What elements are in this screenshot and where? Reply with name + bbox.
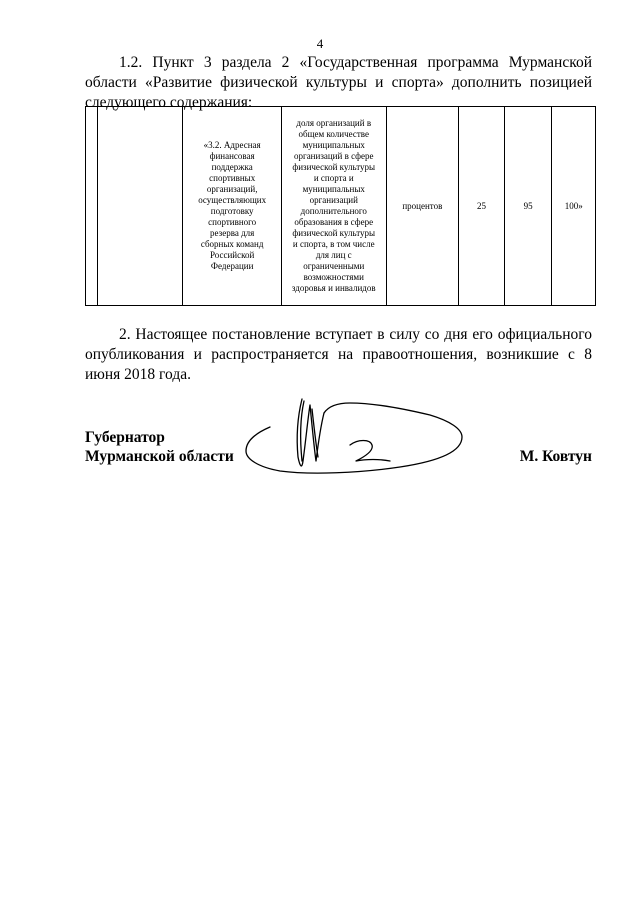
table-cell-unit: процентов	[386, 107, 459, 306]
governor-name: М. Ковтун	[519, 448, 592, 465]
table-cell-measure	[183, 107, 281, 306]
measure-line: осуществляющих	[198, 195, 267, 205]
indicator-line: доля организаций в	[296, 118, 372, 128]
indicator-line: и спорта и	[313, 173, 354, 183]
governor-title-line: Губернатор	[85, 429, 165, 446]
indicator-line: образования в сфере	[294, 217, 374, 227]
paragraph-line: области «Развитие физической культуры и спорта» дополнить позицией	[85, 74, 592, 91]
measure-line: подготовку	[210, 206, 254, 216]
governor-title	[85, 428, 234, 466]
measure-line: Федерации	[210, 261, 254, 271]
table-cell-empty	[98, 107, 183, 306]
indicator-line: муниципальных	[302, 184, 365, 194]
table-cell-number	[86, 107, 98, 306]
indicator-line: организаций	[309, 195, 358, 205]
paragraph-effective-date	[85, 325, 592, 385]
measure-line: сборных команд	[200, 239, 264, 249]
paragraph-line: опубликования и распространяется на правоотношения, возникшие с	[85, 346, 575, 363]
paragraph-line: следующего содержания:	[85, 94, 253, 111]
indicator-line: физической культуры	[292, 162, 376, 172]
measure-line: организаций,	[206, 184, 258, 194]
governor-title-line: Мурманской области	[85, 448, 234, 465]
paragraph-line: 1.2. Пункт 3 раздела 2 «Государственная программа Мурманской	[119, 54, 592, 71]
measure-line: «3.2. Адресная	[203, 140, 261, 150]
table-cell-value-3: 100»	[552, 107, 596, 306]
indicator-line: физической культуры	[292, 228, 376, 238]
indicator-line: и спорта, в том числе	[292, 239, 375, 249]
paragraph-line: 2. Настоящее постановление вступает в силу со дня его официального	[119, 326, 592, 343]
table-cell-value-2: 95	[504, 107, 552, 306]
measure-line: поддержка	[211, 162, 253, 172]
measure-line: резерва для	[210, 228, 255, 238]
handwritten-signature	[240, 395, 470, 485]
table-cell-value-1: 25	[459, 107, 505, 306]
page-number: 4	[316, 36, 324, 51]
measure-line: Российской	[209, 250, 255, 260]
indicator-line: возможностями	[303, 272, 364, 282]
measure-line: спортивных	[209, 173, 256, 183]
measure-line: финансовая	[209, 151, 255, 161]
table-cell-indicator	[281, 107, 386, 306]
amendment-table	[85, 106, 596, 306]
indicator-line: дополнительного	[300, 206, 367, 216]
paragraph-line: 8 июня 2018 года.	[85, 346, 593, 383]
indicator-line: общем количестве	[298, 129, 369, 139]
indicator-line: здоровья и инвалидов	[291, 283, 376, 293]
indicator-line: организаций в сфере	[294, 151, 374, 161]
paragraph-amendment-intro	[85, 53, 592, 113]
indicator-line: муниципальных	[302, 140, 365, 150]
indicator-line: для лиц с	[315, 250, 352, 260]
measure-line: спортивного	[208, 217, 257, 227]
table-row	[86, 107, 596, 306]
indicator-line: ограниченными	[303, 261, 365, 271]
